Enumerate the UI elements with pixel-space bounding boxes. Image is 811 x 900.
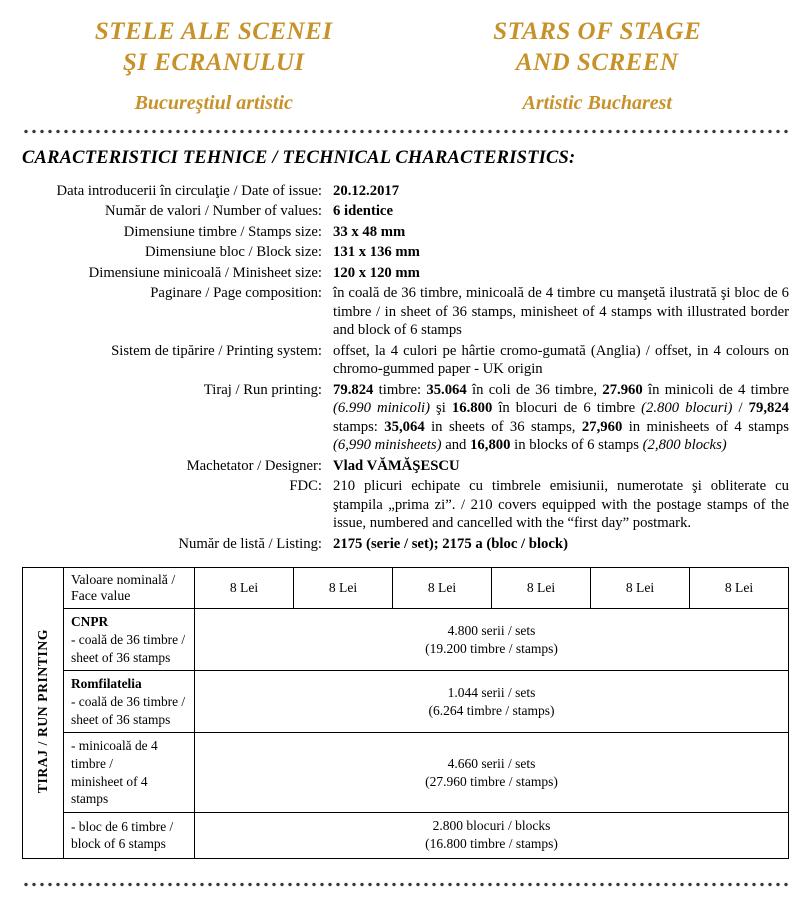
row-label-block (64, 813, 195, 858)
dotted-divider-top (22, 128, 789, 135)
spec-value: 6 identice (333, 203, 393, 220)
run-val-4: (6.990 minicoli) (333, 400, 431, 417)
run-txt-4: de 4 timbre (718, 381, 789, 398)
run-txt-7: / (732, 400, 749, 417)
spec-row-listing (22, 534, 789, 555)
run-printing-table-wrap (22, 567, 789, 858)
column-header-face-value: Valoare nominală / Face value (64, 568, 195, 609)
run-val-2: 35.064 (426, 381, 467, 398)
quantity-line1: 1.044 serii / sets (447, 684, 536, 700)
table-row (23, 671, 789, 733)
spec-row-designer (22, 456, 789, 477)
row-label-cnpr (64, 609, 195, 671)
denomination-cell: 8 Lei (492, 568, 591, 609)
run-txt-2: în coli de 36 timbre, (466, 381, 603, 398)
spec-value: Vlad VĂMĂŞESCU (333, 457, 460, 474)
spec-value: 120 x 120 mm (333, 264, 420, 281)
run-txt-6: în blocuri de 6 timbre (492, 400, 636, 417)
spec-value: în coală de 36 timbre, minicoală de 4 timbre cu manşetă ilustrată şi bloc de 6 timbre / in sheet of 36 stamps, minisheet of 4 stamps with illustrated border and block of 6 stamps (333, 285, 789, 339)
technical-characteristics-list (22, 181, 789, 555)
table-row (23, 609, 789, 671)
subtitle-english: Artistic Bucharest (522, 91, 672, 114)
header-left (22, 16, 406, 115)
spec-row-block-size (22, 242, 789, 263)
row-label-line2: - bloc de 6 timbre / (71, 818, 174, 834)
row-label-title: CNPR (71, 614, 109, 630)
spec-label: Număr de valori / Number of values: (105, 203, 322, 220)
quantity-line2: (27.960 timbre / stamps) (425, 773, 558, 789)
run-val-12: (2,800 blocks) (642, 437, 727, 454)
run-val-9: 27,960 (581, 418, 623, 435)
table-row (23, 733, 789, 813)
run-val-6: (2.800 blocuri) (641, 400, 733, 417)
row-label-line2: - coală de 36 timbre / (71, 694, 186, 710)
quantity-line2: (19.200 timbre / stamps) (425, 640, 558, 656)
spec-value: 20.12.2017 (333, 182, 400, 199)
table-row (23, 813, 789, 858)
title-romanian-line2: ŞI ECRANULUI (122, 49, 305, 77)
spec-value: 131 x 136 mm (333, 244, 420, 261)
run-val-8: 35,064 (384, 418, 425, 435)
quantity-line2: (16.800 timbre / stamps) (425, 836, 558, 852)
document-header (22, 0, 789, 115)
spec-value: 33 x 48 mm (333, 223, 406, 240)
title-english-line2: AND SCREEN (515, 49, 679, 77)
spec-row-number-of-values (22, 201, 789, 222)
row-label-line2: - coală de 36 timbre / (71, 631, 186, 647)
spec-value: 2175 (serie / set); 2175 a (bloc / block) (333, 535, 568, 552)
spec-label: FDC: (289, 478, 322, 495)
spec-label: Număr de listă / Listing: (178, 535, 322, 552)
row-label-romfilatelia (64, 671, 195, 733)
vertical-header-label: TIRAJ / RUN PRINTING (35, 628, 50, 794)
spec-label: Dimensiune timbre / Stamps size: (123, 223, 322, 240)
table-header-row (23, 568, 789, 609)
section-heading: CARACTERISTICI TEHNICE / TECHNICAL CHARACTERISTICS: (22, 147, 576, 168)
row-label-line3: minisheet of 4 stamps (71, 773, 148, 807)
row-label-minisheet (64, 733, 195, 813)
quantity-line1: 4.660 serii / sets (447, 755, 536, 771)
spec-label: Data introducerii în circulaţie / Date of issue: (56, 182, 322, 199)
run-printing-table (22, 567, 789, 858)
row-label-line3: sheet of 36 stamps (71, 649, 171, 665)
denomination-cell: 8 Lei (294, 568, 393, 609)
spec-row-stamps-size (22, 222, 789, 243)
run-txt-5: şi (430, 400, 452, 417)
run-txt-1: timbre: (373, 381, 427, 398)
title-english-line1: STARS OF STAGE (493, 18, 702, 45)
dotted-divider-bottom (22, 881, 789, 888)
title-romanian-line1: STELE ALE SCENEI (94, 18, 333, 45)
row-quantity-cnpr (195, 609, 789, 671)
header-right (406, 16, 790, 115)
spec-label: Dimensiune bloc / Block size: (144, 244, 322, 261)
spec-row-fdc (22, 476, 789, 534)
denomination-cell: 8 Lei (591, 568, 690, 609)
run-txt-3: în minicoli (642, 381, 714, 398)
run-val-5: 16.800 (451, 400, 493, 417)
run-txt-9: in sheets of 36 stamps, (424, 418, 576, 435)
spec-label: Dimensiune minicoală / Minisheet size: (88, 264, 322, 281)
denomination-cell: 8 Lei (393, 568, 492, 609)
denomination-cell: 8 Lei (690, 568, 789, 609)
run-val-1: 79.824 (333, 381, 374, 398)
spec-value: 210 plicuri echipate cu timbrele emisiunii, numerotate şi obliterate cu ştampila „prima zi”. / 210 covers equipped with the postage stamps of the issue, numbered and cancelled with the “first day” postmark. (333, 478, 789, 532)
run-txt-8: stamps: (333, 418, 385, 435)
spec-row-page-composition (22, 283, 789, 341)
spec-label: Machetator / Designer: (186, 457, 322, 474)
run-txt-10: in minisheets of 4 stamps (622, 418, 789, 435)
row-quantity-minisheet (195, 733, 789, 813)
run-txt-12: in blocks of 6 stamps (514, 437, 643, 454)
spec-row-date-of-issue (22, 181, 789, 202)
spec-row-minisheet-size (22, 263, 789, 284)
spec-label: Paginare / Page composition: (150, 285, 322, 302)
row-label-line2: - minicoală de 4 timbre / (71, 738, 158, 772)
spec-label: Tiraj / Run printing: (203, 381, 322, 398)
spec-value: offset, la 4 culori pe hârtie cromo-gumată (Anglia) / offset, in 4 colours on chromo-gummed paper - UK origin (333, 342, 789, 378)
run-val-11: 16,800 (470, 437, 511, 454)
vertical-header-run-printing (23, 568, 64, 858)
spec-value-run-printing (331, 380, 789, 456)
row-label-line3: sheet of 36 stamps (71, 711, 171, 727)
subtitle-romanian: Bucureştiul artistic (134, 91, 293, 114)
row-label-title: Romfilatelia (71, 676, 142, 692)
spec-label: Sistem de tipărire / Printing system: (111, 342, 322, 359)
spec-row-run-printing (22, 380, 789, 456)
run-txt-11: and (441, 437, 471, 454)
row-label-line3: block of 6 stamps (71, 836, 166, 852)
spec-row-printing-system (22, 341, 789, 380)
quantity-line1: 4.800 serii / sets (447, 622, 536, 638)
run-val-7: 79,824 (748, 400, 790, 417)
row-quantity-block (195, 813, 789, 858)
quantity-line2: (6.264 timbre / stamps) (428, 702, 555, 718)
denomination-cell: 8 Lei (195, 568, 294, 609)
run-val-3: 27.960 (602, 381, 643, 398)
quantity-line1: 2.800 blocuri / blocks (432, 818, 551, 834)
row-quantity-romfilatelia (195, 671, 789, 733)
run-val-10: (6,990 minisheets) (333, 437, 442, 454)
